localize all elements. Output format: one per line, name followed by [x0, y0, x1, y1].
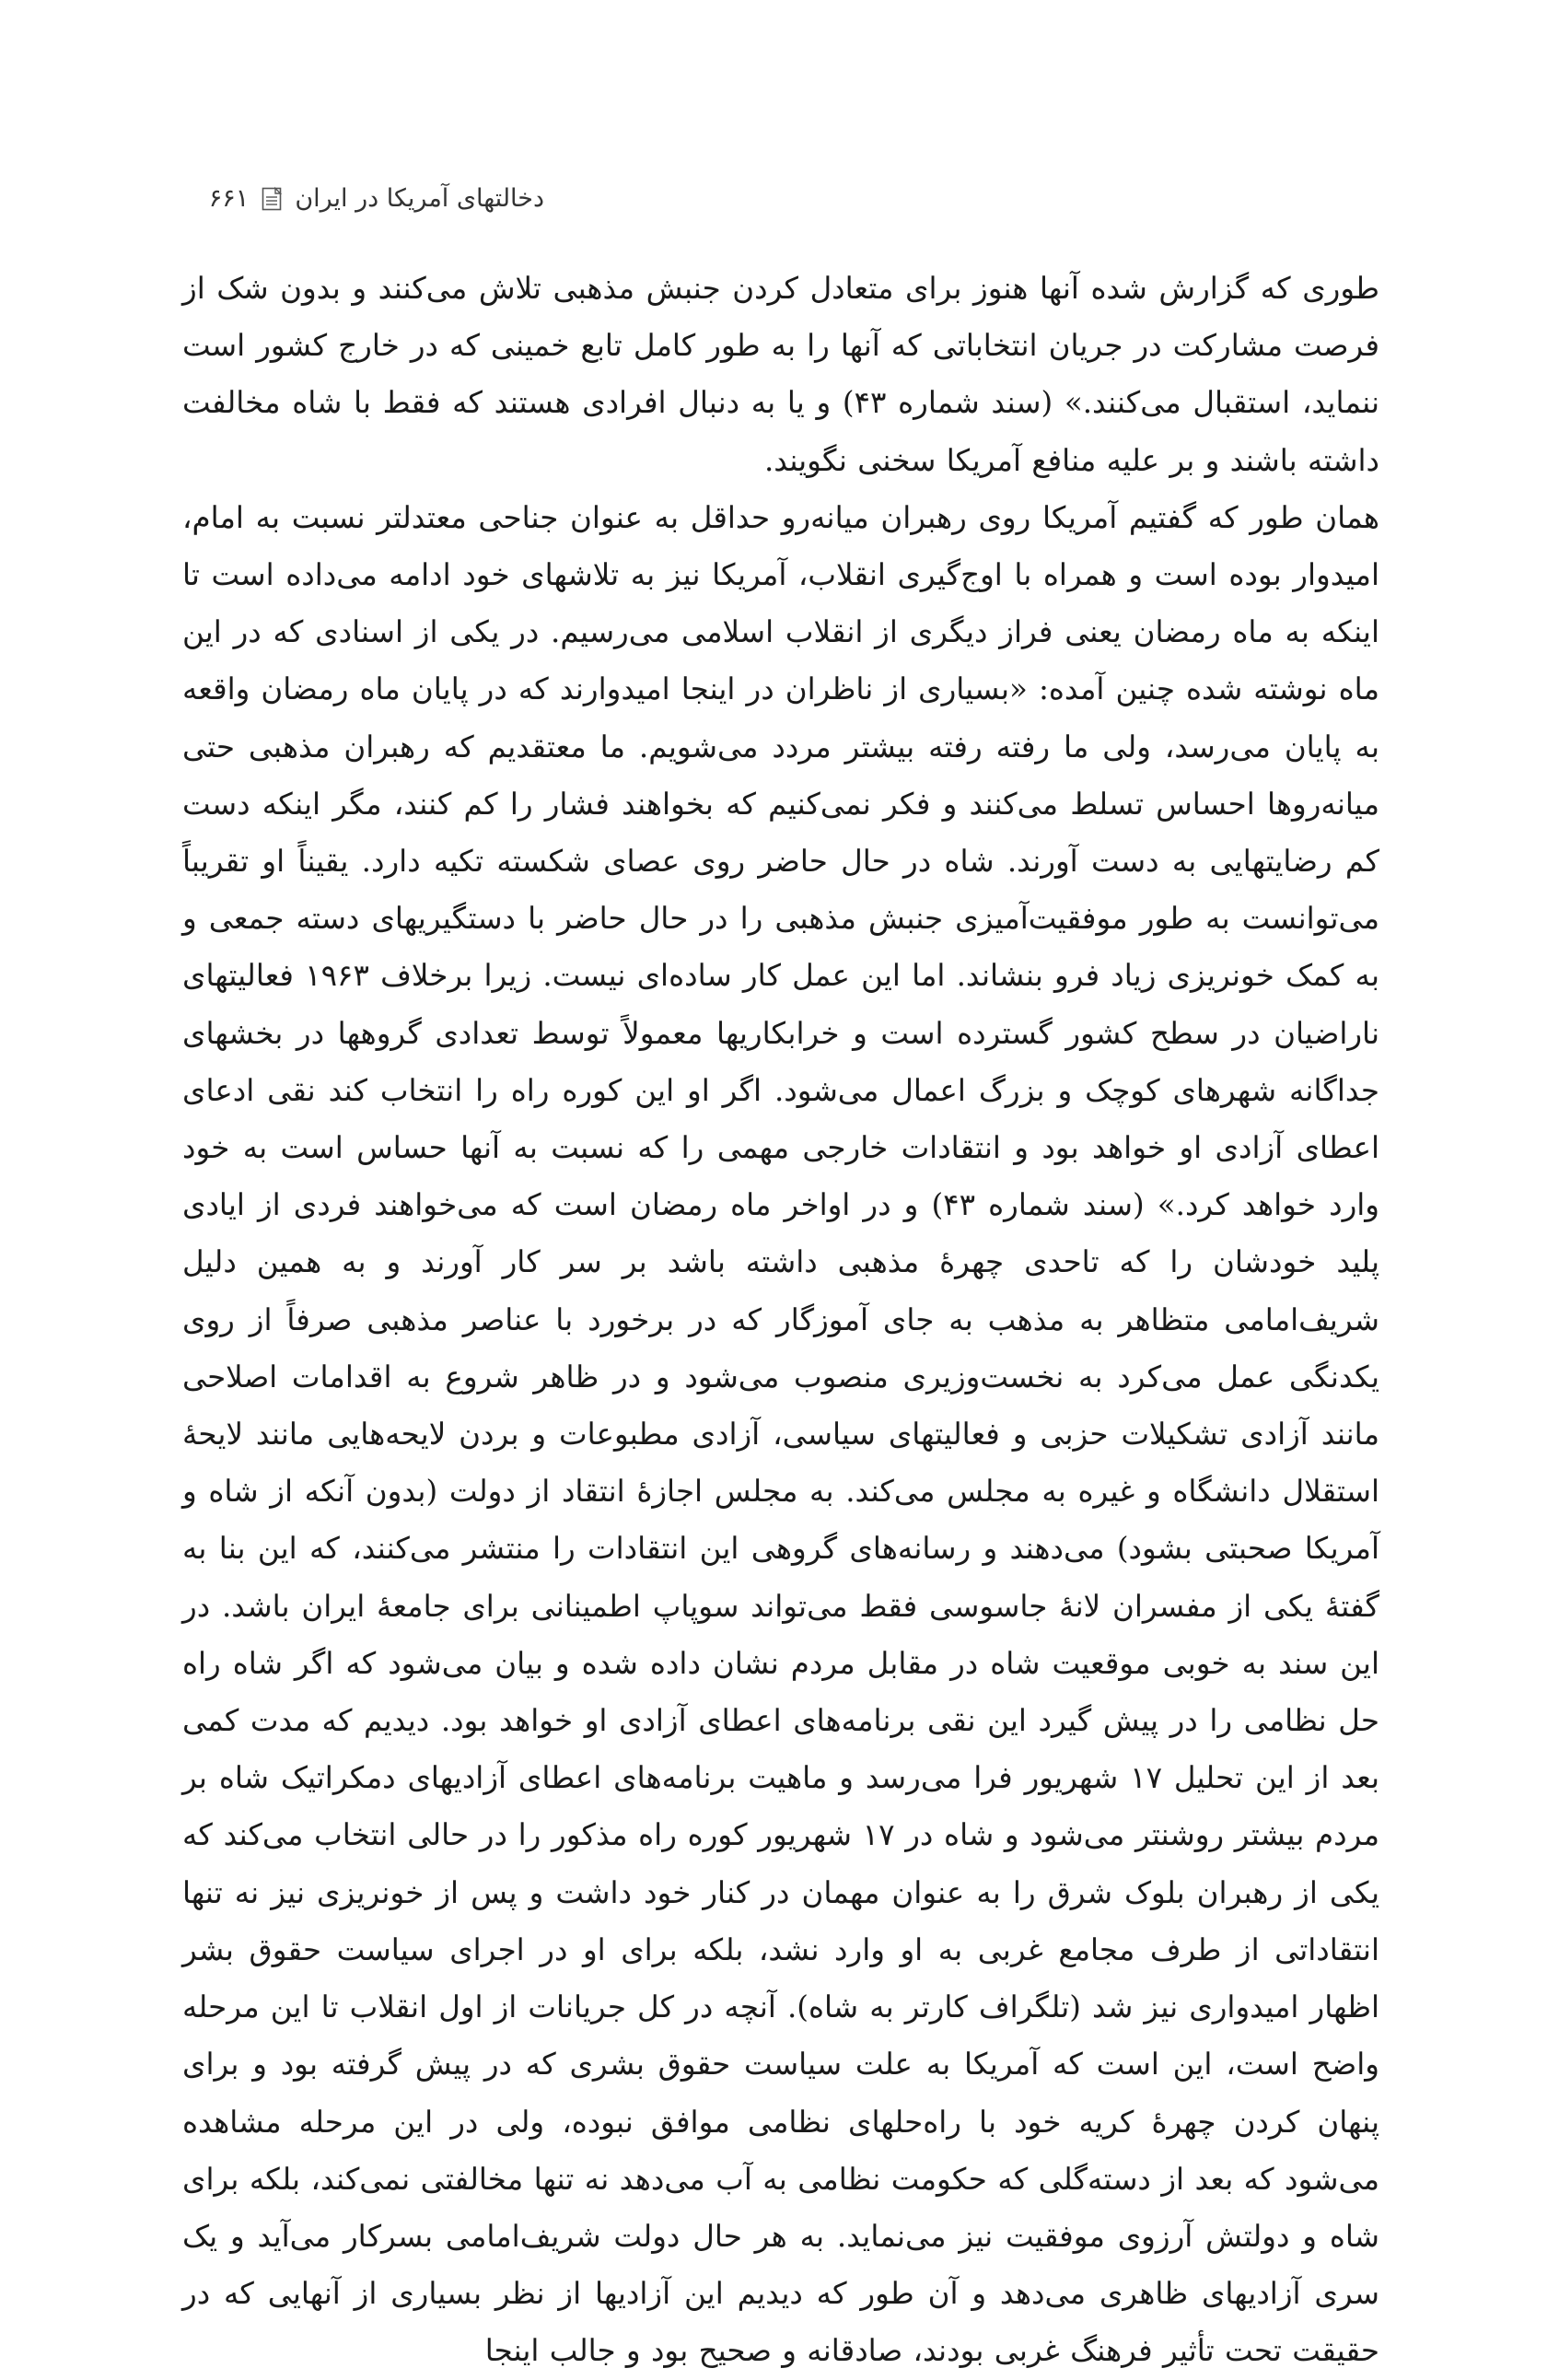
page-number: ۶۶۱: [208, 184, 250, 213]
body-text: [182, 260, 1380, 2369]
book-icon: [262, 187, 282, 211]
header-title: دخالتهای آمریکا در ایران: [295, 184, 544, 213]
paragraph-2: همان طور که گفتیم آمریکا روی رهبران میانه‌رو حداقل به عنوان جناحی معتدلتر نسبت به امام، امیدوار بوده است و همراه با اوج‌گیری انقلاب، آمریکا نیز به تلاشهای خود ادامه می‌داده است تا اینکه به ماه رمضان یعنی فراز دیگری از انقلاب اسلامی می‌رسیم. در یکی از اسنادی که در این ماه نوشته شده چنین آمده: «بسیاری از ناظران در اینجا امیدوارند که در پایان ماه رمضان واقعه به پایان می‌رسد، ولی ما رفته رفته بیشتر مردد می‌شویم. ما معتقدیم که رهبران مذهبی حتی میانه‌روها احساس تسلط می‌کنند و فکر نمی‌کنیم که بخواهند فشار را کم کنند، مگر اینکه دست کم رضایتهایی به دست آورند. شاه در حال حاضر روی عصای شکسته تکیه دارد. یقیناً او تقریباً می‌توانست به طور موفقیت‌آمیزی جنبش مذهبی را در حال حاضر با دستگیریهای دسته جمعی و به کمک خونریزی زیاد فرو بنشاند. اما این عمل کار ساده‌ای نیست. زیرا برخلاف ۱۹۶۳ فعالیتهای ناراضیان در سطح کشور گسترده است و خرابکاریها معمولاً توسط تعدادی گروهها در بخشهای جداگانه شهرهای کوچک و بزرگ اعمال می‌شود. اگر او این کوره راه را انتخاب کند نقی ادعای اعطای آزادی او خواهد بود و انتقادات خارجی مهمی را که نسبت به آنها حساس است به خود وارد خواهد کرد.» (سند شماره ۴۳) و در اواخر ماه رمضان است که می‌خواهند فردی از ایادی پلید خودشان را که تاحدی چهرهٔ مذهبی داشته باشد بر سر کار آورند و به همین دلیل شریف‌امامی متظاهر به مذهب به جای آموزگار که در برخورد با عناصر مذهبی صرفاً از روی یکدنگی عمل می‌کرد به نخست‌وزیری منصوب می‌شود و در ظاهر شروع به اقدامات اصلاحی مانند آزادی تشکیلات حزبی و فعالیتهای سیاسی، آزادی مطبوعات و بردن لایحه‌هایی مانند لایحهٔ استقلال دانشگاه و غیره به مجلس می‌کند. به مجلس اجازهٔ انتقاد از دولت (بدون آنکه از شاه و آمریکا صحبتی بشود) می‌دهند و رسانه‌های گروهی این انتقادات را منتشر می‌کنند، که این بنا به گفتهٔ یکی از مفسران لانهٔ جاسوسی فقط می‌تواند سوپاپ اطمینانی برای جامعهٔ ایران باشد. در این سند به خوبی موقعیت شاه در مقابل مردم نشان داده شده و بیان می‌شود که اگر شاه راه حل نظامی را در پیش گیرد این نقی برنامه‌های اعطای آزادی او خواهد بود. دیدیم که مدت کمی بعد از این تحلیل ۱۷ شهریور فرا می‌رسد و ماهیت برنامه‌های اعطای آزادیهای دمکراتیک شاه بر مردم بیشتر روشنتر می‌شود و شاه در ۱۷ شهریور کوره راه مذکور را در حالی انتخاب می‌کند که یکی از رهبران بلوک شرق را به عنوان مهمان در کنار خود داشت و پس از خونریزی نیز نه تنها انتقاداتی از طرف مجامع غربی به او وارد نشد، بلکه برای او در اجرای سیاست حقوق بشر اظهار امیدواری نیز شد (تلگراف کارتر به شاه). آنچه در کل جریانات از اول انقلاب تا این مرحله واضح است، این است که آمریکا به علت سیاست حقوق بشری که در پیش گرفته بود و برای پنهان کردن چهرهٔ کریه خود با راه‌حلهای نظامی موافق نبوده، ولی در این مرحله مشاهده می‌شود که بعد از دسته‌گلی که حکومت نظامی به آب می‌دهد نه تنها مخالفتی نمی‌کند، بلکه برای شاه و دولتش آرزوی موفقیت نیز می‌نماید. به هر حال دولت شریف‌امامی بسرکار می‌آید و یک سری آزادیهای ظاهری می‌دهد و آن طور که دیدیم این آزادیها از نظر بسیاری از آنهایی که در حقیقت تحت تأثیر فرهنگ غربی بودند، صادقانه و صحیح بود و جالب اینجا: [182, 499, 1380, 2369]
running-header: [157, 184, 544, 213]
paragraph-1: طوری که گزارش شده آنها هنوز برای متعادل کردن جنبش مذهبی تلاش می‌کنند و بدون شک از فرصت مشارکت در جریان انتخاباتی که آنها را به طور کامل تابع خمینی که در خارج کشور است ننماید، استقبال می‌کنند.» (سند شماره ۴۳) و یا به دنبال افرادی هستند که فقط با شاه مخالفت داشته باشند و بر علیه منافع آمریکا سخنی نگویند.: [182, 271, 1379, 478]
